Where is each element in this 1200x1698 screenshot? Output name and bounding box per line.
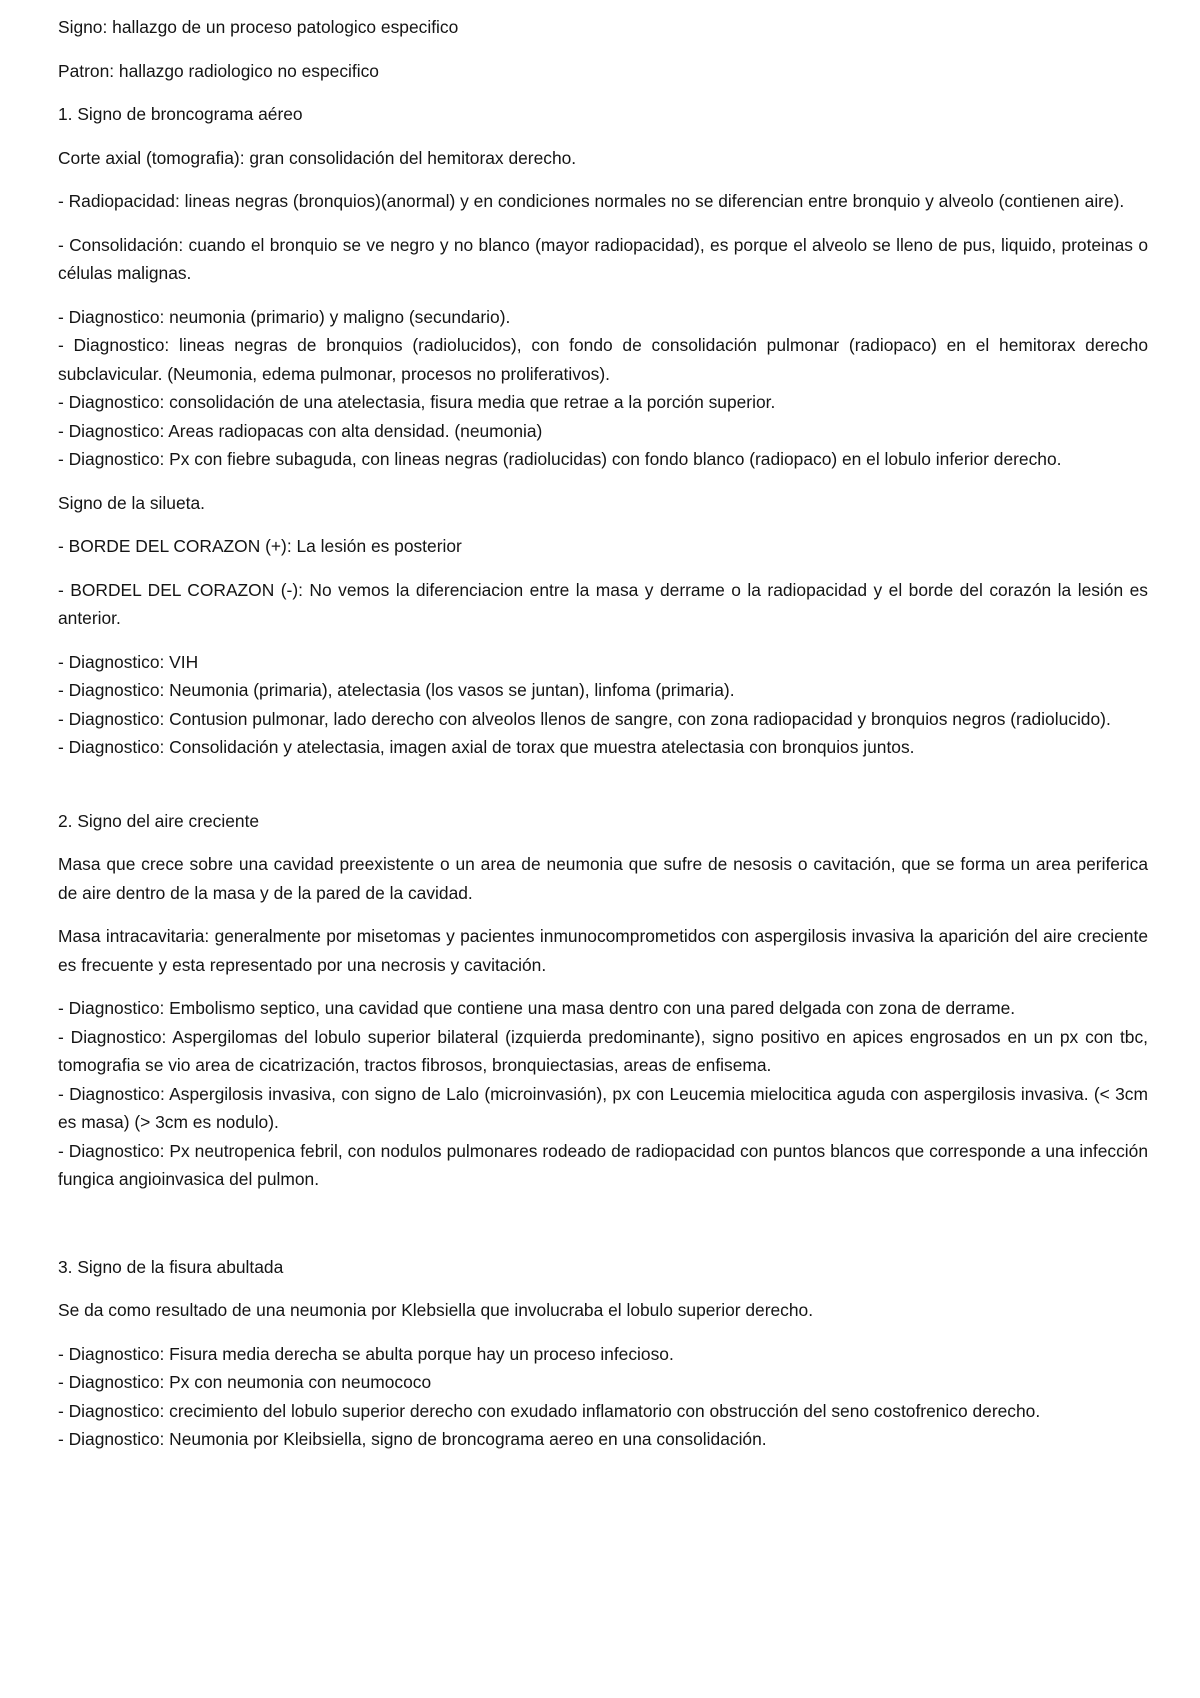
paragraph: Corte axial (tomografia): gran consolidación del hemitorax derecho.: [58, 147, 577, 168]
diagnostic-item: - Diagnostico: lineas negras de bronquios (radiolucidos), con fondo de consolidación pulmonar (radiopaco) en el hemitorax derecho subclavicular. (Neumonia, edema pulmonar, procesos no proliferativos).: [58, 335, 1148, 384]
paragraph: - Radiopacidad: lineas negras (bronquios)(anormal) y en condiciones normales no se diferencian entre bronquio y alveolo (contienen aire).: [58, 191, 1125, 211]
diagnostic-item: - Diagnostico: Contusion pulmonar, lado derecho con alveolos llenos de sangre, con zona radiopacidad y bronquios negros (radiolucido).: [58, 708, 1111, 729]
diagnostic-item: - Diagnostico: Aspergilosis invasiva, con signo de Lalo (microinvasión), px con Leucemia mielocitica aguda con aspergilosis invasiva. (< 3cm es masa) (> 3cm es nodulo).: [58, 1083, 1148, 1132]
diagnostic-item: - Diagnostico: neumonia (primario) y maligno (secundario).: [58, 306, 511, 327]
diagnostic-item: - Diagnostico: Px neutropenica febril, con nodulos pulmonares rodeado de radiopacidad con puntos blancos que corresponde a una infección fungica angioinvasica del pulmon.: [58, 1140, 1148, 1189]
section-heading-2: 2. Signo del aire creciente: [58, 810, 260, 831]
section-heading-1: 1. Signo de broncograma aéreo: [58, 104, 303, 124]
diagnostic-item: - Diagnostico: Neumonia por Kleibsiella, signo de broncograma aereo en una consolidación.: [58, 1429, 767, 1449]
diagnostic-item: - Diagnostico: Consolidación y atelectasia, imagen axial de torax que muestra atelectasia con bronquios juntos.: [58, 737, 915, 757]
diagnostic-item: - Diagnostico: Px con neumonia con neumococo: [58, 1372, 432, 1392]
definition-patron: Patron: hallazgo radiologico no especifico: [58, 60, 379, 81]
paragraph: - BORDE DEL CORAZON (+): La lesión es posterior: [58, 536, 462, 556]
paragraph: - Consolidación: cuando el bronquio se ve negro y no blanco (mayor radiopacidad), es porque el alveolo se lleno de pus, liquido, proteinas o células malignas.: [58, 234, 1148, 283]
definition-signo: Signo: hallazgo de un proceso patologico especifico: [58, 17, 459, 37]
paragraph: Se da como resultado de una neumonia por Klebsiella que involucraba el lobulo superior derecho.: [58, 1300, 814, 1320]
document-page: [58, 0, 1148, 1454]
section-heading-3: 3. Signo de la fisura abultada: [58, 1256, 284, 1277]
diagnostic-item: - Diagnostico: Px con fiebre subaguda, con lineas negras (radiolucidas) con fondo blanco (radiopaco) en el lobulo inferior derecho.: [58, 449, 1062, 469]
paragraph: Masa que crece sobre una cavidad preexistente o un area de neumonia que sufre de nesosis o cavitación, que se forma un area periferica de aire dentro de la masa y de la pared de la cavidad.: [58, 854, 1148, 903]
diagnostic-item: - Diagnostico: VIH: [58, 651, 199, 672]
subheading-silueta: Signo de la silueta.: [58, 492, 205, 513]
diagnostic-item: - Diagnostico: consolidación de una atelectasia, fisura media que retrae a la porción superior.: [58, 392, 776, 412]
paragraph: - BORDEL DEL CORAZON (-): No vemos la diferenciacion entre la masa y derrame o la radiopacidad y el borde del corazón la lesión es anterior.: [58, 579, 1148, 628]
diagnostic-item: - Diagnostico: Embolismo septico, una cavidad que contiene una masa dentro con una pared delgada con zona de derrame.: [58, 998, 1016, 1018]
diagnostic-item: - Diagnostico: Areas radiopacas con alta densidad. (neumonia): [58, 420, 543, 441]
diagnostic-item: - Diagnostico: Neumonia (primaria), atelectasia (los vasos se juntan), linfoma (primaria).: [58, 680, 735, 700]
diagnostic-item: - Diagnostico: Fisura media derecha se abulta porque hay un proceso infecioso.: [58, 1343, 674, 1364]
paragraph: Masa intracavitaria: generalmente por misetomas y pacientes inmunocomprometidos con aspergilosis invasiva la aparición del aire creciente es frecuente y esta representado por una necrosis y cavitación.: [58, 926, 1148, 975]
diagnostic-item: - Diagnostico: Aspergilomas del lobulo superior bilateral (izquierda predominante), signo positivo en apices engrosados en un px con tbc, tomografia se vio area de cicatrización, tractos fibrosos, bronquiectasias, areas de enfisema.: [58, 1026, 1148, 1075]
diagnostic-item: - Diagnostico: crecimiento del lobulo superior derecho con exudado inflamatorio con obstrucción del seno costofrenico derecho.: [58, 1400, 1041, 1421]
